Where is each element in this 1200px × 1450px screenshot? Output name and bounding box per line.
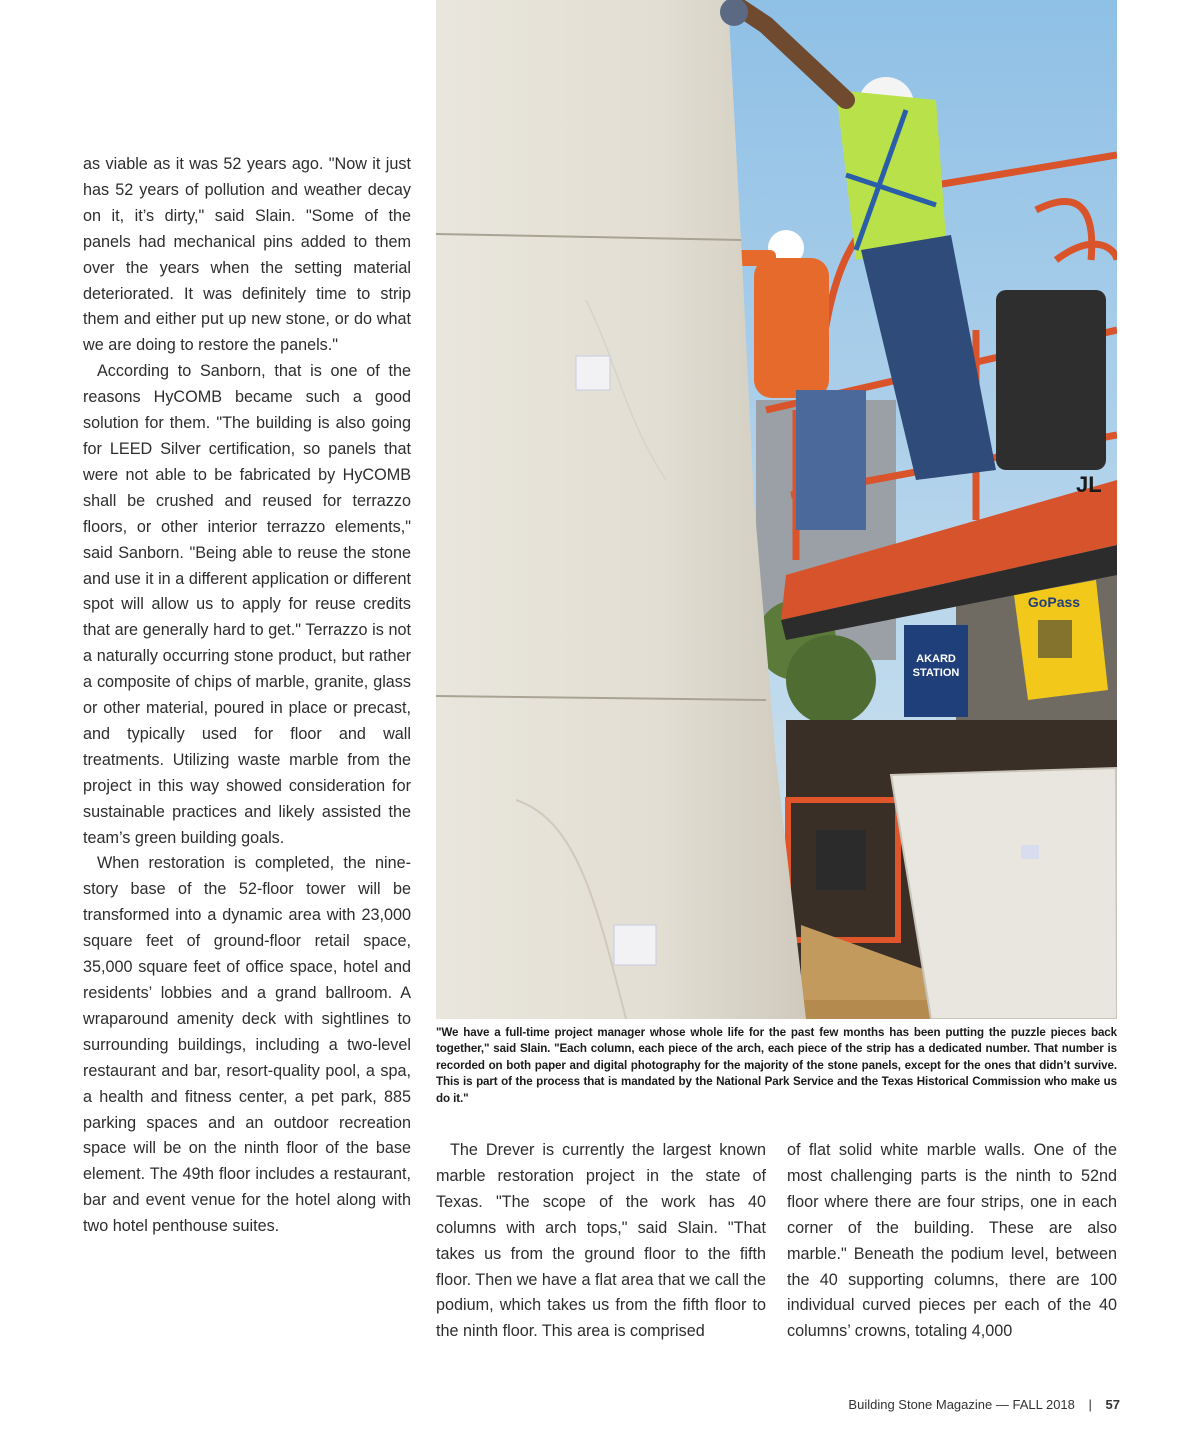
worker-orange-shirt	[754, 258, 829, 398]
station-sign-line-2: STATION	[912, 667, 960, 679]
footer-issue: FALL 2018	[1012, 1397, 1075, 1412]
restoration-photo-illustration	[436, 0, 1117, 1019]
footer-magazine-name: Building Stone Magazine —	[848, 1397, 1009, 1412]
article-paragraph: of flat solid white marble walls. One of the most challenging parts is the ninth to 52nd floor where there are four strips, one in each corner of the building. These are also marble." Beneath the podium level, between the 40 supporting columns, there are 100 individual curved pieces per each of the 40 columns’ crowns, totaling 4,000	[787, 1141, 1117, 1341]
page-number: 57	[1105, 1397, 1120, 1412]
barricade-panel	[816, 830, 866, 890]
lift-control-box	[996, 290, 1106, 470]
article-paragraph: According to Sanborn, that is one of the reasons HyCOMB became such a good solution for them. "The building is also going for LEED Silver certification, so panels that were not able to be fabricated by HyCOMB shall be crushed and reused for terrazzo floors, or other interior terrazzo elements," said Sanborn. "Being able to reuse the stone and use it in a different application or different spot will allow us to apply for reuse credits that are generally hard to get." Terrazzo is not a naturally occurring stone product, but rather a composite of chips of marble, granite, glass or other material, poured in place or precast, and typically used for floor and wall treatments. Utilizing waste marble from the project in this way showed consideration for sustainable practices and likely assisted the team’s green building goals.	[83, 362, 411, 847]
article-paragraph: The Drever is currently the largest known marble restoration project in the state of Texas. "The scope of the work has 40 columns with arch tops," said Slain. "That takes us from the ground floor to the fifth floor. Then we have a flat area that we call the podium, which takes us from the fifth floor to the ninth floor. This area is comprised	[436, 1141, 766, 1341]
article-paragraph: When restoration is completed, the nine-story base of the 52-floor tower will be transformed into a dynamic area with 23,000 square feet of ground-floor retail space, 35,000 square feet of office space, hotel and residents’ lobbies and a grand ballroom. A wraparound amenity deck with sightlines to surrounding buildings, including a two-level restaurant and bar, resort-quality pool, a spa, a health and fitness center, a pet park, 885 parking spaces and an outdoor recreation space will be on the ninth floor of the base element. The 49th floor includes a restaurant, bar and event venue for the hotel along with two hotel penthouse suites.	[83, 854, 411, 1236]
article-column-middle	[436, 1138, 766, 1345]
footer-separator: |	[1088, 1397, 1092, 1412]
gopass-sign-text: GoPass	[1027, 594, 1081, 610]
lift-brand: JL	[1076, 472, 1102, 497]
article-column-left	[83, 152, 411, 1240]
page-footer	[848, 1397, 1120, 1412]
stacked-marble-panels	[891, 768, 1117, 1019]
photo-caption: "We have a full-time project manager whose whole life for the past few months has been putting the puzzle pieces back together," said Slain. "Each column, each piece of the arch, each piece of the strip has a dedicated number. That number is recorded on both paper and digital photography for the majority of the stone panels, except for the ones that didn’t survive. This is part of the process that is mandated by the National Park Service and the Texas Historical Commission who make us do it."	[436, 1026, 1117, 1105]
article-column-right	[787, 1138, 1117, 1345]
station-sign-line-1: AKARD	[916, 653, 956, 665]
tree	[786, 635, 876, 725]
article-paragraph: as viable as it was 52 years ago. "Now it just has 52 years of pollution and weather decay on it, it’s dirty," said Slain. "Some of the panels had mechanical pins added to them over the years when the setting material deteriorated. It was definitely time to strip them and either put up new stone, or do what we are doing to restore the panels."	[83, 155, 411, 355]
article-photo	[436, 0, 1117, 1019]
worker-jeans	[796, 390, 866, 530]
panel-number-label	[614, 925, 656, 965]
panel-number-label	[576, 356, 610, 390]
